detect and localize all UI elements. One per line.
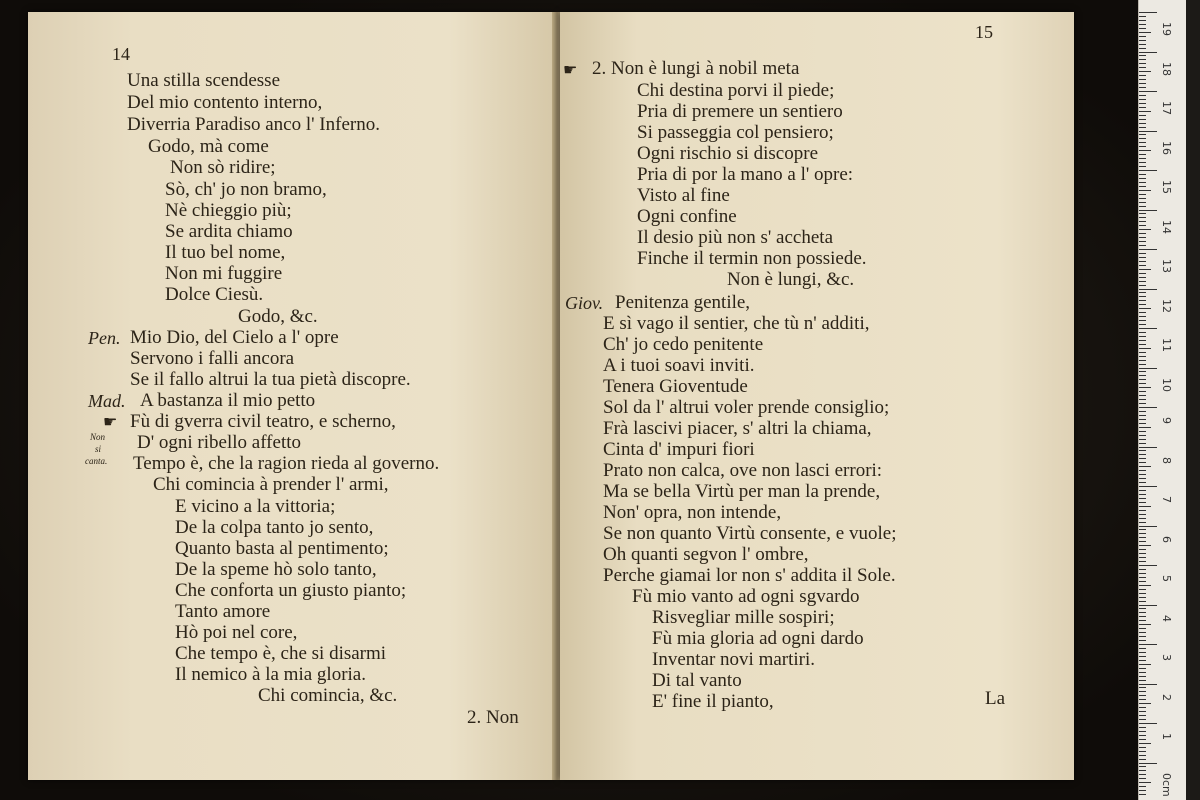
ruler-mm-tick <box>1139 498 1146 499</box>
speaker-label: Giov. <box>565 293 604 313</box>
ruler-mm-tick <box>1139 573 1146 574</box>
ruler-mm-tick <box>1139 699 1146 700</box>
ruler-mm-tick <box>1139 150 1151 151</box>
verse-line: Tempo è, che la ragion rieda al governo. <box>133 453 440 474</box>
verse-line: Che conforta un giusto pianto; <box>175 580 407 601</box>
ruler-mm-tick <box>1139 652 1146 653</box>
ruler-mm-tick <box>1139 443 1146 444</box>
ruler-mm-tick <box>1139 352 1146 353</box>
ruler-mm-tick <box>1139 450 1146 451</box>
ruler-mm-tick <box>1139 241 1146 242</box>
ruler-mm-tick <box>1139 581 1146 582</box>
ruler-mm-tick <box>1139 514 1146 515</box>
ruler-mm-tick <box>1139 766 1146 767</box>
ruler-mm-tick <box>1139 233 1146 234</box>
ruler-mm-tick <box>1139 628 1146 629</box>
ruler-mm-tick <box>1139 672 1146 673</box>
ruler-mm-tick <box>1139 529 1146 530</box>
ruler-label: 5 <box>1160 575 1173 582</box>
ruler-mm-tick <box>1139 20 1146 21</box>
ruler-mm-tick <box>1139 664 1151 665</box>
ruler-mm-tick <box>1139 616 1146 617</box>
verse-line: D' ogni ribello affetto <box>137 432 302 453</box>
verse-line: A i tuoi soavi inviti. <box>603 355 755 376</box>
catchword: 2. Non <box>467 707 519 728</box>
ruler-mm-tick <box>1139 95 1146 96</box>
ruler-mm-tick <box>1139 585 1151 586</box>
ruler-mm-tick <box>1139 340 1146 341</box>
ruler-mm-tick <box>1139 320 1146 321</box>
verse-line: Pria di por la mano a l' opre: <box>637 164 854 185</box>
ruler-mm-tick <box>1139 202 1146 203</box>
ruler-mm-tick <box>1139 178 1146 179</box>
ruler-mm-tick <box>1139 490 1146 491</box>
ruler-mm-tick <box>1139 470 1146 471</box>
ruler-mm-tick <box>1139 589 1146 590</box>
ruler-mm-tick <box>1139 774 1146 775</box>
ruler-mm-tick <box>1139 375 1146 376</box>
margin-note: Non <box>90 432 106 442</box>
verse-line: Se il fallo altrui la tua pietà discopre. <box>130 369 411 390</box>
ruler-mm-tick <box>1139 83 1146 84</box>
ruler-mm-tick <box>1139 119 1146 120</box>
ruler-mm-tick <box>1139 127 1146 128</box>
ruler-label: 1 <box>1160 733 1173 740</box>
verse-line: Non è lungi, &c. <box>727 269 855 290</box>
ruler-mm-tick <box>1139 356 1146 357</box>
ruler-mm-tick <box>1139 387 1151 388</box>
ruler-cm-tick <box>1139 407 1157 408</box>
ruler-mm-tick <box>1139 727 1146 728</box>
catchword: La <box>985 688 1006 709</box>
verse-line: 2. Non è lungi à nobil meta <box>592 58 800 79</box>
verse-line: Risvegliar mille sospiri; <box>652 607 835 628</box>
verse-line: A bastanza il mio petto <box>140 390 316 411</box>
ruler-mm-tick <box>1139 680 1146 681</box>
ruler-label: 19 <box>1160 22 1173 36</box>
ruler-mm-tick <box>1139 225 1146 226</box>
ruler-mm-tick <box>1139 292 1146 293</box>
ruler-mm-tick <box>1139 533 1146 534</box>
ruler-mm-tick <box>1139 759 1146 760</box>
verse-line: Non' opra, non intende, <box>603 502 782 523</box>
ruler-mm-tick <box>1139 411 1146 412</box>
ruler-mm-tick <box>1139 454 1146 455</box>
ruler-mm-tick <box>1139 371 1146 372</box>
ruler-mm-tick <box>1139 403 1146 404</box>
ruler-mm-tick <box>1139 510 1146 511</box>
ruler-mm-tick <box>1139 624 1151 625</box>
verse-line: Servono i falli ancora <box>130 348 295 369</box>
ruler-cm-tick <box>1139 12 1157 13</box>
verse-line: Finche il termin non possiede. <box>637 248 867 269</box>
ruler-label: 12 <box>1160 298 1173 313</box>
ruler-cm-tick <box>1139 52 1157 53</box>
ruler-mm-tick <box>1139 71 1151 72</box>
ruler-mm-tick <box>1139 668 1146 669</box>
ruler-mm-tick <box>1139 237 1146 238</box>
ruler-mm-tick <box>1139 423 1146 424</box>
ruler-mm-tick <box>1139 719 1146 720</box>
ruler-mm-tick <box>1139 166 1146 167</box>
ruler-mm-tick <box>1139 190 1151 191</box>
ruler-label: 15 <box>1160 180 1173 194</box>
ruler-mm-tick <box>1139 482 1146 483</box>
verse-line: Ogni rischio si discopre <box>637 143 819 164</box>
verse-line: Ogni confine <box>637 206 737 227</box>
speaker-label: Mad. <box>88 391 126 411</box>
ruler-mm-tick <box>1139 755 1146 756</box>
ruler-cm-tick <box>1139 763 1157 764</box>
ruler-mm-tick <box>1139 747 1146 748</box>
ruler-mm-tick <box>1139 707 1146 708</box>
verse-line: Fù mia gloria ad ogni dardo <box>652 628 864 649</box>
speaker-label: Pen. <box>88 328 121 348</box>
ruler-mm-tick <box>1139 24 1146 25</box>
ruler-mm-tick <box>1139 134 1146 135</box>
ruler-cm-tick <box>1139 605 1157 606</box>
ruler-label: 18 <box>1160 61 1173 76</box>
ruler-mm-tick <box>1139 348 1151 349</box>
ruler-edge <box>1186 0 1200 800</box>
ruler-cm-tick <box>1139 368 1157 369</box>
ruler-mm-tick <box>1139 770 1146 771</box>
verse-line: Nè chieggio più; <box>165 200 292 221</box>
verse-line: Fù di gverra civil teatro, e scherno, <box>130 411 396 432</box>
verse-line: Che tempo è, che si disarmi <box>175 643 387 664</box>
verse-line: Non sò ridire; <box>170 157 276 178</box>
ruler-mm-tick <box>1139 55 1146 56</box>
verse-line: Il nemico à la mia gloria. <box>175 664 366 685</box>
ruler-mm-tick <box>1139 466 1151 467</box>
ruler-mm-tick <box>1139 379 1146 380</box>
ruler-mm-tick <box>1139 186 1146 187</box>
ruler-cm-tick <box>1139 289 1157 290</box>
verse-line: Oh quanti segvon l' ombre, <box>603 544 809 565</box>
ruler-mm-tick <box>1139 300 1146 301</box>
ruler-mm-tick <box>1139 28 1146 29</box>
ruler-cm-tick <box>1139 447 1157 448</box>
verse-line: Tenera Gioventude <box>603 376 748 397</box>
ruler-cm-tick <box>1139 249 1157 250</box>
verse-line: De la speme hò solo tanto, <box>175 559 377 580</box>
ruler-mm-tick <box>1139 743 1151 744</box>
ruler-label: 7 <box>1160 496 1173 503</box>
ruler-label: 4 <box>1160 614 1173 622</box>
verse-line: Quanto basta al pentimento; <box>175 538 389 559</box>
ruler-mm-tick <box>1139 502 1146 503</box>
ruler-mm-tick <box>1139 269 1151 270</box>
ruler-mm-tick <box>1139 557 1146 558</box>
ruler-mm-tick <box>1139 561 1146 562</box>
ruler-mm-tick <box>1139 597 1146 598</box>
ruler-mm-tick <box>1139 676 1146 677</box>
ruler-mm-tick <box>1139 415 1146 416</box>
ruler-mm-tick <box>1139 790 1146 791</box>
ruler-mm-tick <box>1139 577 1146 578</box>
ruler-mm-tick <box>1139 87 1146 88</box>
ruler-mm-tick <box>1139 44 1146 45</box>
ruler-mm-tick <box>1139 549 1146 550</box>
ruler-mm-tick <box>1139 281 1146 282</box>
verse-line: Mio Dio, del Cielo a l' opre <box>130 327 339 348</box>
ruler-mm-tick <box>1139 494 1146 495</box>
verse-line: Il tuo bel nome, <box>165 242 286 263</box>
ruler-mm-tick <box>1139 399 1146 400</box>
verse-line: Inventar novi martiri. <box>652 649 816 670</box>
ruler-mm-tick <box>1139 395 1146 396</box>
ruler-label: 0cm <box>1160 772 1173 797</box>
ruler-mm-tick <box>1139 553 1146 554</box>
verse-line: Penitenza gentile, <box>615 292 751 313</box>
verse-line: E vicino a la vittoria; <box>175 496 336 517</box>
ruler-mm-tick <box>1139 364 1146 365</box>
ruler-mm-tick <box>1139 174 1146 175</box>
ruler-mm-tick <box>1139 782 1151 783</box>
ruler-label: 17 <box>1160 101 1173 115</box>
ruler-label: 2 <box>1160 693 1173 701</box>
verse-line: Diverria Paradiso anco l' Inferno. <box>127 114 380 135</box>
page-number-left: 14 <box>112 44 130 64</box>
ruler-cm-tick <box>1139 328 1157 329</box>
ruler-mm-tick <box>1139 715 1146 716</box>
ruler-mm-tick <box>1139 656 1146 657</box>
ruler-mm-tick <box>1139 731 1146 732</box>
ruler-label: 13 <box>1160 259 1173 273</box>
ruler-mm-tick <box>1139 506 1151 507</box>
ruler-mm-tick <box>1139 336 1146 337</box>
ruler-label: 16 <box>1160 140 1173 155</box>
ruler-cm-tick <box>1139 723 1157 724</box>
ruler-mm-tick <box>1139 703 1151 704</box>
ruler-mm-tick <box>1139 711 1146 712</box>
ruler-mm-tick <box>1139 522 1146 523</box>
ruler-mm-tick <box>1139 794 1146 795</box>
ruler-cm-tick <box>1139 486 1157 487</box>
verse-line: Perche giamai lor non s' addita il Sole. <box>603 565 896 586</box>
ruler-mm-tick <box>1139 474 1146 475</box>
ruler-mm-tick <box>1139 593 1146 594</box>
ruler-mm-tick <box>1139 48 1146 49</box>
verse-line: Godo, mà come <box>148 136 269 157</box>
ruler-mm-tick <box>1139 537 1146 538</box>
verse-line: Ma se bella Virtù per man la prende, <box>603 481 881 502</box>
ruler-mm-tick <box>1139 383 1146 384</box>
verse-line: Hò poi nel core, <box>175 622 298 643</box>
ruler-cm-tick <box>1139 684 1157 685</box>
ruler-mm-tick <box>1139 431 1146 432</box>
ruler-mm-tick <box>1139 612 1146 613</box>
ruler-mm-tick <box>1139 158 1146 159</box>
ruler-mm-tick <box>1139 146 1146 147</box>
verse-line: Il desio più non s' accheta <box>637 227 834 248</box>
ruler-mm-tick <box>1139 257 1146 258</box>
ruler-mm-tick <box>1139 608 1146 609</box>
ruler-mm-tick <box>1139 620 1146 621</box>
ruler-mm-tick <box>1139 99 1146 100</box>
ruler-mm-tick <box>1139 123 1146 124</box>
verse-line: Tanto amore <box>175 601 271 622</box>
ruler-mm-tick <box>1139 194 1146 195</box>
ruler-mm-tick <box>1139 107 1146 108</box>
ruler-label: 9 <box>1160 417 1173 424</box>
ruler-mm-tick <box>1139 419 1146 420</box>
verse-line: Prato non calca, ove non lasci errori: <box>603 460 883 481</box>
ruler-mm-tick <box>1139 265 1146 266</box>
ruler-mm-tick <box>1139 545 1151 546</box>
ruler-mm-tick <box>1139 541 1146 542</box>
ruler-mm-tick <box>1139 182 1146 183</box>
ruler-label: 11 <box>1160 338 1173 352</box>
ruler-cm-tick <box>1139 131 1157 132</box>
ruler-mm-tick <box>1139 462 1146 463</box>
ruler-mm-tick <box>1139 391 1146 392</box>
ruler-cm-tick <box>1139 170 1157 171</box>
ruler-mm-tick <box>1139 198 1146 199</box>
ruler-mm-tick <box>1139 344 1146 345</box>
ruler-mm-tick <box>1139 138 1146 139</box>
ruler-label: 8 <box>1160 456 1173 464</box>
ruler-mm-tick <box>1139 261 1146 262</box>
ruler-mm-tick <box>1139 273 1146 274</box>
pointing-hand-icon: ☛ <box>563 60 578 79</box>
ruler-mm-tick <box>1139 735 1146 736</box>
verse-line: Di tal vanto <box>652 670 742 691</box>
ruler-cm-tick <box>1139 210 1157 211</box>
verse-line: Visto al fine <box>637 185 730 206</box>
ruler-mm-tick <box>1139 739 1146 740</box>
ruler-mm-tick <box>1139 518 1146 519</box>
ruler-mm-tick <box>1139 103 1146 104</box>
ruler-mm-tick <box>1139 640 1146 641</box>
ruler-cm-tick <box>1139 91 1157 92</box>
ruler-mm-tick <box>1139 115 1146 116</box>
ruler-mm-tick <box>1139 569 1146 570</box>
ruler-mm-tick <box>1139 79 1146 80</box>
ruler-mm-tick <box>1139 245 1146 246</box>
ruler-mm-tick <box>1139 648 1146 649</box>
ruler-mm-tick <box>1139 751 1146 752</box>
ruler-mm-tick <box>1139 229 1151 230</box>
ruler-mm-tick <box>1139 324 1146 325</box>
ruler-mm-tick <box>1139 111 1151 112</box>
verse-line: Fù mio vanto ad ogni sgvardo <box>632 586 860 607</box>
ruler-mm-tick <box>1139 277 1146 278</box>
ruler-mm-tick <box>1139 687 1146 688</box>
ruler-mm-tick <box>1139 332 1146 333</box>
ruler-mm-tick <box>1139 154 1146 155</box>
verse-line: Godo, &c. <box>238 306 318 327</box>
verse-line: Sò, ch' jo non bramo, <box>165 179 327 200</box>
ruler-label: 10 <box>1160 377 1173 392</box>
ruler-mm-tick <box>1139 691 1146 692</box>
margin-note: si <box>95 444 102 454</box>
ruler-label: 3 <box>1160 654 1173 661</box>
ruler-mm-tick <box>1139 221 1146 222</box>
measuring-ruler <box>1138 0 1187 800</box>
verse-line: Se non quanto Virtù consente, e vuole; <box>603 523 897 544</box>
ruler-mm-tick <box>1139 786 1146 787</box>
ruler-mm-tick <box>1139 478 1146 479</box>
ruler-mm-tick <box>1139 16 1146 17</box>
ruler-cm-tick <box>1139 526 1157 527</box>
ruler-mm-tick <box>1139 67 1146 68</box>
ruler-mm-tick <box>1139 458 1146 459</box>
ruler-mm-tick <box>1139 660 1146 661</box>
ruler-mm-tick <box>1139 427 1151 428</box>
ruler-mm-tick <box>1139 636 1146 637</box>
ruler-mm-tick <box>1139 304 1146 305</box>
ruler-mm-tick <box>1139 778 1146 779</box>
ruler-mm-tick <box>1139 601 1146 602</box>
ruler-mm-tick <box>1139 435 1146 436</box>
ruler-mm-tick <box>1139 253 1146 254</box>
verse-line: Chi destina porvi il piede; <box>637 80 835 101</box>
ruler-mm-tick <box>1139 316 1146 317</box>
verse-line: Del mio contento interno, <box>127 92 323 113</box>
ruler-mm-tick <box>1139 308 1151 309</box>
verse-line: Se ardita chiamo <box>165 221 293 242</box>
page-number-right: 15 <box>975 22 993 42</box>
verse-line: Ch' jo cedo penitente <box>603 334 764 355</box>
verse-line: De la colpa tanto jo sento, <box>175 517 374 538</box>
verse-line: Non mi fuggire <box>165 263 283 284</box>
ruler-mm-tick <box>1139 217 1146 218</box>
ruler-mm-tick <box>1139 75 1146 76</box>
verse-line: E' fine il pianto, <box>652 691 774 712</box>
verse-line: Si passeggia col pensiero; <box>637 122 834 143</box>
verse-line: E sì vago il sentier, che tù n' additi, <box>603 313 870 334</box>
ruler-label: 6 <box>1160 535 1173 543</box>
pointing-hand-icon: ☛ <box>103 412 118 431</box>
ruler-label: 14 <box>1160 219 1173 234</box>
ruler-mm-tick <box>1139 162 1146 163</box>
ruler-mm-tick <box>1139 360 1146 361</box>
ruler-mm-tick <box>1139 206 1146 207</box>
ruler-mm-tick <box>1139 142 1146 143</box>
verse-line: Chi comincia, &c. <box>258 685 398 706</box>
verse-line: Chi comincia à prender l' armi, <box>153 474 389 495</box>
margin-note: canta. <box>85 456 108 466</box>
verse-line: Cinta d' impuri fiori <box>603 439 755 460</box>
ruler-mm-tick <box>1139 59 1146 60</box>
ruler-mm-tick <box>1139 632 1146 633</box>
verse-line: Pria di premere un sentiero <box>637 101 843 122</box>
ruler-mm-tick <box>1139 312 1146 313</box>
verse-line: Una stilla scendesse <box>127 70 281 91</box>
ruler-mm-tick <box>1139 695 1146 696</box>
verse-line: Frà lascivi piacer, s' altri la chiama, <box>603 418 872 439</box>
verse-line: Sol da l' altrui voler prende consiglio; <box>603 397 890 418</box>
ruler-mm-tick <box>1139 36 1146 37</box>
ruler-mm-tick <box>1139 213 1146 214</box>
ruler-mm-tick <box>1139 32 1151 33</box>
verse-line: Dolce Ciesù. <box>165 284 264 305</box>
ruler-mm-tick <box>1139 285 1146 286</box>
ruler-mm-tick <box>1139 63 1146 64</box>
ruler-mm-tick <box>1139 40 1146 41</box>
ruler-cm-tick <box>1139 644 1157 645</box>
ruler-cm-tick <box>1139 565 1157 566</box>
ruler-mm-tick <box>1139 439 1146 440</box>
ruler-mm-tick <box>1139 296 1146 297</box>
